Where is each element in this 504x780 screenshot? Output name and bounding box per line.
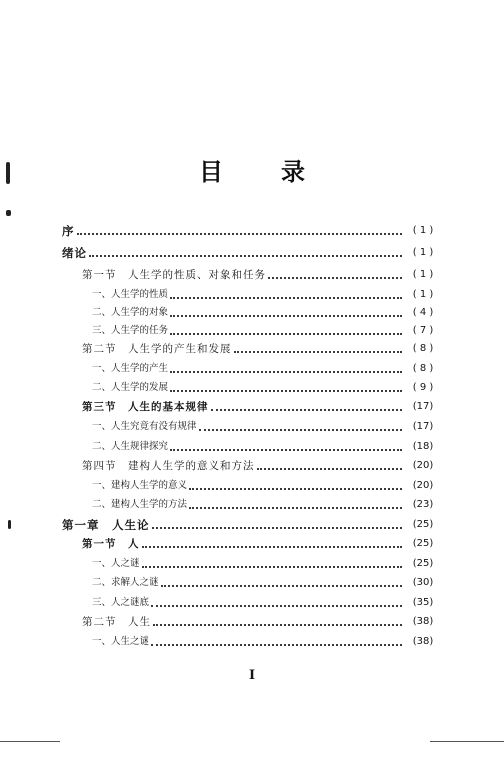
toc-entry-page: ( 1 ) <box>412 225 434 236</box>
toc-entry-label: 一、人生学的性质 <box>92 289 169 300</box>
dot-leader <box>211 408 403 411</box>
toc-entry-label: 二、求解人之谜 <box>92 577 159 588</box>
page-title: 目录 <box>199 157 363 186</box>
toc-entry-label: 第二节 人生 <box>82 616 151 628</box>
dot-leader <box>161 584 402 587</box>
toc-entry-label: 第一节 人 <box>82 538 140 550</box>
toc-subsection-entry[interactable] <box>92 475 442 493</box>
toc-entry-label: 绪论 <box>62 246 87 260</box>
toc-entry-page: (35) <box>412 597 434 608</box>
toc-subsection-entry[interactable] <box>92 302 442 320</box>
toc-section-entry[interactable] <box>82 338 442 356</box>
toc-entry-page: (38) <box>412 616 434 627</box>
dot-leader <box>170 296 402 299</box>
dot-leader <box>170 448 402 451</box>
dot-leader <box>152 526 403 529</box>
toc-subsection-entry[interactable] <box>92 320 442 338</box>
toc-entry-page: (23) <box>412 499 434 510</box>
toc-section-entry[interactable] <box>82 396 442 414</box>
toc-entry-page: ( 7 ) <box>412 325 434 336</box>
dot-leader <box>257 467 403 470</box>
toc-chapter-entry[interactable] <box>62 220 442 238</box>
toc-entry-page: ( 9 ) <box>412 382 434 393</box>
toc-entry-page: ( 4 ) <box>412 307 434 318</box>
toc-subsection-entry[interactable] <box>92 436 442 454</box>
toc-entry-label: 第三节 人生的基本规律 <box>82 401 209 413</box>
dot-leader <box>142 545 403 548</box>
toc-entry-label: 三、人生学的任务 <box>92 325 169 336</box>
dot-leader <box>170 314 402 317</box>
toc-entry-label: 第一节 人生学的性质、对象和任务 <box>82 269 266 281</box>
toc-entry-label: 二、人生学的对象 <box>92 307 169 318</box>
toc-entry-page: (18) <box>412 441 434 452</box>
toc-entry-page: (25) <box>412 558 434 569</box>
toc-entry-page: (20) <box>412 480 434 491</box>
dot-leader <box>268 276 402 279</box>
toc-chapter-entry[interactable] <box>62 514 442 532</box>
toc-subsection-entry[interactable] <box>92 416 442 434</box>
toc-section-entry[interactable] <box>82 455 442 473</box>
toc-entry-label: 一、人生学的产生 <box>92 363 169 374</box>
toc-entry-label: 二、人生学的发展 <box>92 382 169 393</box>
toc-section-entry[interactable] <box>82 264 442 282</box>
toc-subsection-entry[interactable] <box>92 572 442 590</box>
page-number: I <box>248 668 256 683</box>
dot-leader <box>170 332 402 335</box>
toc-entry-label: 第四节 建构人生学的意义和方法 <box>82 460 255 472</box>
toc-entry-label: 第二节 人生学的产生和发展 <box>82 343 232 355</box>
dot-leader <box>89 254 402 257</box>
toc-subsection-entry[interactable] <box>92 377 442 395</box>
toc-subsection-entry[interactable] <box>92 284 442 302</box>
toc-section-entry[interactable] <box>82 611 442 629</box>
toc-entry-page: (17) <box>412 421 434 432</box>
dot-leader <box>77 232 403 235</box>
toc-entry-page: (30) <box>412 577 434 588</box>
scan-edge-line <box>430 741 504 742</box>
toc-subsection-entry[interactable] <box>92 358 442 376</box>
scan-speck <box>6 162 10 184</box>
dot-leader <box>189 487 402 490</box>
dot-leader <box>142 565 402 568</box>
scan-speck <box>6 210 11 216</box>
toc-entry-page: (17) <box>412 401 434 412</box>
dot-leader <box>151 604 402 607</box>
toc-entry-page: ( 8 ) <box>412 363 434 374</box>
toc-entry-label: 一、人生究竟有没有规律 <box>92 421 197 432</box>
toc-entry-label: 一、人生之谜 <box>92 636 150 647</box>
scan-edge-line <box>0 741 60 742</box>
toc-entry-label: 一、建构人生学的意义 <box>92 480 188 491</box>
toc-subsection-entry[interactable] <box>92 494 442 512</box>
dot-leader <box>170 389 402 392</box>
toc-entry-page: (25) <box>412 538 434 549</box>
toc-entry-page: ( 1 ) <box>412 289 434 300</box>
toc-subsection-entry[interactable] <box>92 592 442 610</box>
dot-leader <box>234 350 403 353</box>
toc-entry-page: (20) <box>412 460 434 471</box>
dot-leader <box>189 506 402 509</box>
toc-entry-label: 序 <box>62 224 75 238</box>
dot-leader <box>170 370 402 373</box>
toc-entry-label: 第一章 人生论 <box>62 518 150 532</box>
toc-entry-page: (25) <box>412 519 434 530</box>
toc-chapter-entry[interactable] <box>62 242 442 260</box>
toc-entry-label: 三、人之谜底 <box>92 597 150 608</box>
toc-entry-page: ( 1 ) <box>412 247 434 258</box>
toc-section-entry[interactable] <box>82 533 442 551</box>
toc-subsection-entry[interactable] <box>92 553 442 571</box>
toc-entry-label: 二、建构人生学的方法 <box>92 499 188 510</box>
scan-speck <box>8 520 11 529</box>
dot-leader <box>153 623 402 626</box>
dot-leader <box>151 643 402 646</box>
dot-leader <box>199 428 402 431</box>
toc-subsection-entry[interactable] <box>92 631 442 649</box>
toc-entry-page: ( 1 ) <box>412 269 434 280</box>
toc-entry-label: 一、人之谜 <box>92 558 140 569</box>
toc-entry-page: (38) <box>412 636 434 647</box>
toc-entry-label: 二、人生规律探究 <box>92 441 169 452</box>
toc-entry-page: ( 8 ) <box>412 343 434 354</box>
